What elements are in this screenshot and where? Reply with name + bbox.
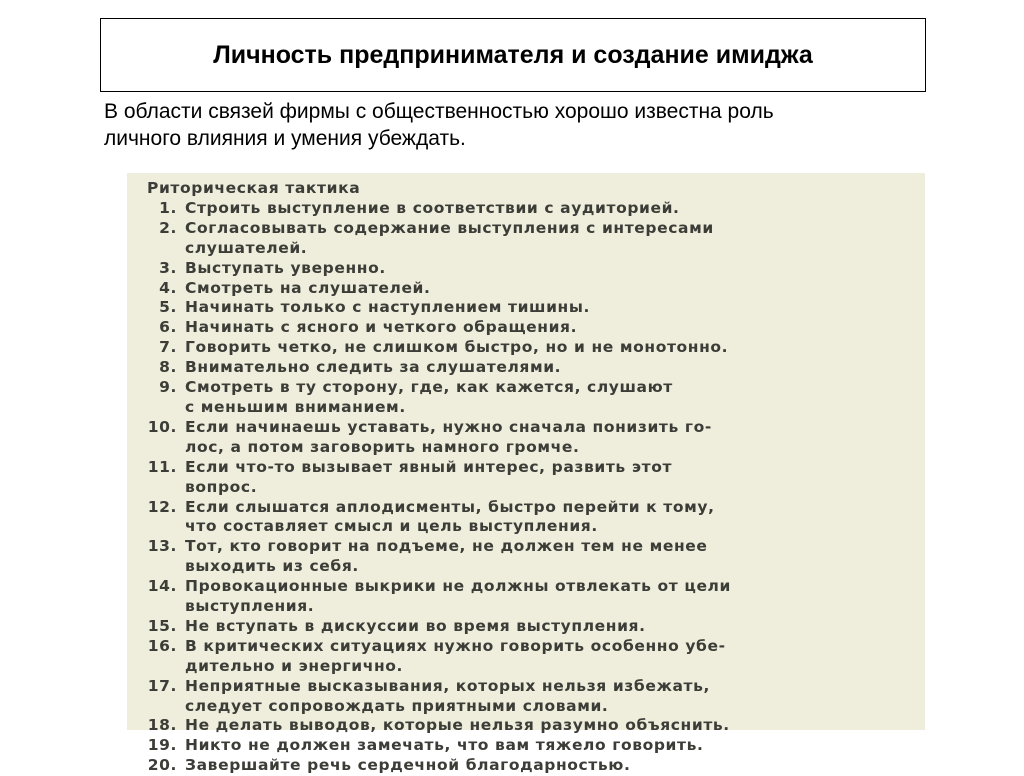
tactic-number: 3. <box>159 258 177 277</box>
tactic-item <box>147 318 915 338</box>
slide-title: Личность предпринимателя и создание имиджа <box>213 40 813 69</box>
tactic-number: 16. <box>147 636 177 655</box>
tactic-number: 19. <box>147 736 177 755</box>
tactic-text-line: Строить выступление в соответствии с аудиторией. <box>185 198 680 217</box>
tactic-text-line: лос, а потом заговорить намного громче. <box>185 437 580 456</box>
tactic-item <box>147 537 915 577</box>
scanned-tactics-image <box>127 173 925 775</box>
tactic-text <box>185 577 915 617</box>
tactic-text-line: Говорить четко, не слишком быстро, но и не монотонно. <box>185 338 729 357</box>
tactic-text <box>185 537 915 577</box>
intro-paragraph <box>104 98 924 152</box>
tactic-text <box>185 298 915 318</box>
intro-line: личного влияния и умения убеждать. <box>104 127 466 150</box>
tactic-item <box>147 298 915 318</box>
tactic-text <box>185 498 915 538</box>
tactic-text-line: что составляет смысл и цель выступления. <box>185 517 598 536</box>
tactic-text-line: Смотреть на слушателей. <box>185 278 431 297</box>
tactic-number: 7. <box>159 338 177 357</box>
tactic-text <box>185 219 915 259</box>
tactic-number: 1. <box>159 198 177 217</box>
tactic-text-line: Если что-то вызывает явный интерес, развить этот <box>185 457 673 476</box>
tactic-item <box>147 736 915 756</box>
tactic-text-line: Смотреть в ту сторону, где, как кажется, слушают <box>185 378 673 397</box>
tactic-item <box>147 358 915 378</box>
tactic-number: 10. <box>147 417 177 436</box>
tactic-text-line: вопрос. <box>185 477 258 496</box>
tactic-number: 5. <box>159 298 177 317</box>
tactic-text <box>185 338 915 358</box>
tactic-text <box>185 736 915 756</box>
tactic-text-line: дительно и энергично. <box>185 656 403 675</box>
tactic-text-line: Никто не должен замечать, что вам тяжело говорить. <box>185 736 704 755</box>
tactics-heading: Риторическая тактика <box>147 179 361 197</box>
tactic-item <box>147 637 915 677</box>
tactic-text-line: с меньшим вниманием. <box>185 397 406 416</box>
tactic-text <box>185 637 915 677</box>
tactic-text-line: Тот, кто говорит на подъеме, не должен тем не менее <box>185 537 708 556</box>
tactic-text-line: Начинать только с наступлением тишины. <box>185 298 590 317</box>
tactic-text <box>185 756 915 776</box>
tactic-item <box>147 219 915 259</box>
tactic-text <box>185 259 915 279</box>
tactic-number: 15. <box>147 616 177 635</box>
tactic-text-line: Провокационные выкрики не должны отвлекать от цели <box>185 577 731 596</box>
tactic-text-line: Выступать уверенно. <box>185 258 386 277</box>
tactic-text-line: слушателей. <box>185 238 308 257</box>
tactic-text <box>185 318 915 338</box>
tactic-number: 9. <box>159 378 177 397</box>
tactic-text-line: Неприятные высказывания, которых нельзя избежать, <box>185 676 711 695</box>
tactic-text-line: Завершайте речь сердечной благодарностью. <box>185 756 631 775</box>
tactic-number: 12. <box>147 497 177 516</box>
tactic-item <box>147 756 915 776</box>
tactic-item <box>147 259 915 279</box>
tactic-item <box>147 458 915 498</box>
tactic-text-line: Не делать выводов, которые нельзя разумно объяснить. <box>185 716 730 735</box>
tactic-text <box>185 617 915 637</box>
tactic-item <box>147 418 915 458</box>
tactic-text <box>185 677 915 717</box>
tactic-item <box>147 498 915 538</box>
tactic-text-line: Согласовывать содержание выступления с интересами <box>185 218 714 237</box>
tactic-number: 2. <box>159 218 177 237</box>
tactic-number: 20. <box>147 756 177 775</box>
tactic-item <box>147 338 915 358</box>
tactic-text-line: следует сопровождать приятными словами. <box>185 696 609 715</box>
tactic-item <box>147 199 915 219</box>
tactic-text-line: В критических ситуациях нужно говорить особенно убе- <box>185 636 726 655</box>
tactic-item <box>147 577 915 617</box>
tactic-number: 8. <box>159 358 177 377</box>
tactic-text-line: Начинать с ясного и четкого обращения. <box>185 318 578 337</box>
tactic-text-line: Если слышатся аплодисменты, быстро перейти к тому, <box>185 497 715 516</box>
tactic-item <box>147 716 915 736</box>
tactic-text <box>185 418 915 458</box>
tactic-number: 14. <box>147 577 177 596</box>
tactic-text <box>185 378 915 418</box>
tactic-item <box>147 617 915 637</box>
tactic-number: 11. <box>147 457 177 476</box>
title-box <box>100 18 926 92</box>
tactic-text-line: выходить из себя. <box>185 557 359 576</box>
tactics-list <box>147 199 915 776</box>
tactic-number: 13. <box>147 537 177 556</box>
tactic-number: 18. <box>147 716 177 735</box>
tactic-number: 6. <box>159 318 177 337</box>
tactic-item <box>147 378 915 418</box>
tactic-number: 17. <box>147 676 177 695</box>
tactic-number: 4. <box>159 278 177 297</box>
intro-line: В области связей фирмы с общественностью хорошо известна роль <box>104 100 774 123</box>
tactic-text <box>185 458 915 498</box>
tactic-item <box>147 279 915 299</box>
tactic-text <box>185 358 915 378</box>
tactic-text <box>185 279 915 299</box>
tactic-text-line: выступления. <box>185 597 315 616</box>
tactic-text <box>185 199 915 219</box>
tactic-text-line: Внимательно следить за слушателями. <box>185 358 562 377</box>
tactic-text-line: Не вступать в дискуссии во время выступления. <box>185 616 646 635</box>
tactic-text-line: Если начинаешь уставать, нужно сначала понизить го- <box>185 417 712 436</box>
tactic-item <box>147 677 915 717</box>
tactic-text <box>185 716 915 736</box>
